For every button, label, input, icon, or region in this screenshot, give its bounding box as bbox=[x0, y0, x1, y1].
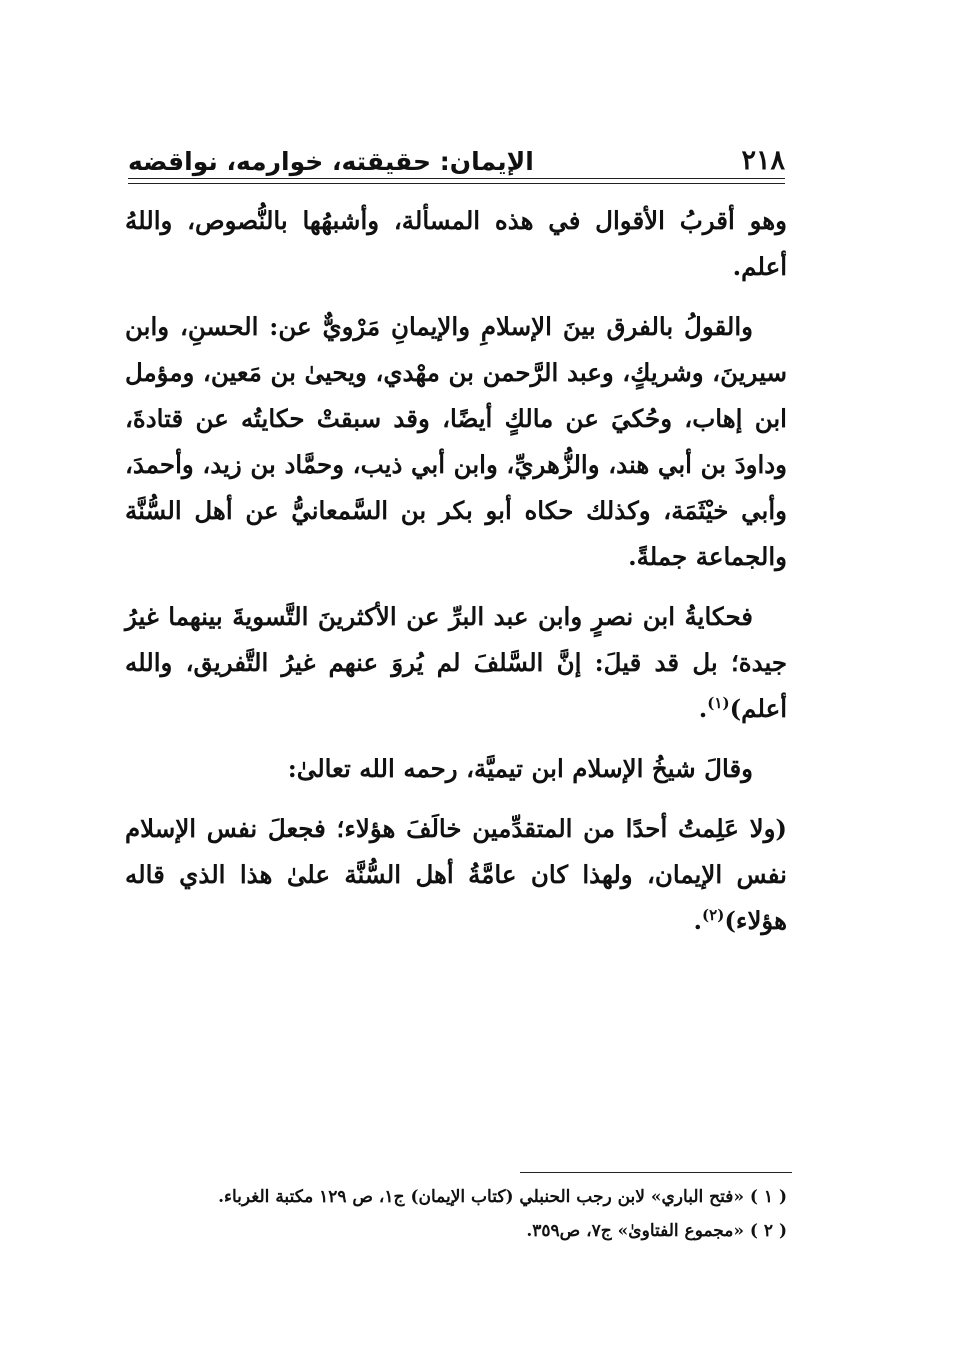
paragraph-ibn-taymiyya-intro bbox=[125, 746, 787, 792]
paragraph-narrators bbox=[125, 304, 787, 580]
paragraph-text: فحكايةُ ابن نصرٍ وابن عبد البرِّ عن الأكثرينَ التَّسويةَ بينهما غيرُ جيدة؛ بل قد قيلَ: إنَّ السَّلفَ لم يُروَ عنهم غيرُ التَّفريق، والله أعلم) bbox=[125, 602, 787, 723]
header-rule-bottom bbox=[128, 183, 785, 184]
header-title: الإيمان: حقيقته، خوارمه، نواقضه bbox=[128, 147, 534, 176]
paragraph-text: وقالَ شيخُ الإسلام ابن تيميَّة، رحمه الله تعالىٰ: bbox=[287, 754, 753, 783]
paragraph-end: . bbox=[698, 694, 708, 723]
footnote-separator bbox=[520, 1172, 792, 1173]
paragraph-critique bbox=[125, 594, 787, 732]
footnote-reference-2[interactable]: (٢) bbox=[702, 905, 725, 924]
paragraph-text: والقولُ بالفرق بينَ الإسلامِ والإيمانِ مَرْويٌّ عن: الحسنِ، وابن سيرينَ، وشريكٍ، وعبد الرَّحمن بن مهْدي، ويحيىٰ بن مَعين، ومؤمل ابن إهاب، وحُكيَ عن مالكٍ أيضًا، وقد سبقتْ حكايتُه عن قتادةَ، وداودَ بن أبي هند، والزُّهريِّ، وابن أبي ذيب، وحمَّاد بن زيد، وأحمدَ، وأبي خيْثَمَة، وكذلك حكاه أبو بكر بن السَّمعانيُّ عن أهل السُّنَّة والجماعة جملةً. bbox=[125, 312, 787, 571]
paragraph-conclusion bbox=[125, 198, 787, 290]
running-header bbox=[128, 132, 785, 176]
body-text bbox=[125, 198, 787, 958]
header-rule-top bbox=[128, 178, 785, 179]
footnotes bbox=[150, 1180, 787, 1248]
footnote-1: ( ١ ) «فتح الباري» لابن رجب الحنبلي (كتاب الإيمان) ج١، ص ١٢٩ مكتبة الغرباء. bbox=[218, 1187, 787, 1207]
paragraph-quote bbox=[125, 806, 787, 944]
page-number: ٢١٨ bbox=[741, 145, 785, 176]
footnote-reference-1[interactable]: (١) bbox=[707, 693, 730, 712]
footnote-2: ( ٢ ) «مجموع الفتاوىٰ» ج٧، ص٣٥٩. bbox=[526, 1221, 787, 1241]
paragraph-end: . bbox=[693, 906, 703, 935]
paragraph-text: وهو أقربُ الأقوال في هذه المسألة، وأشبهُها بالنُّصوص، واللهُ أعلم. bbox=[125, 206, 787, 281]
paragraph-text: (ولا عَلِمتُ أحدًا من المتقدِّمين خالَفَ هؤلاء؛ فجعلَ نفس الإسلام نفس الإيمان، ولهذا كان عامَّةُ أهل السُّنَّة علىٰ هذا الذي قاله هؤلاء) bbox=[125, 814, 787, 935]
